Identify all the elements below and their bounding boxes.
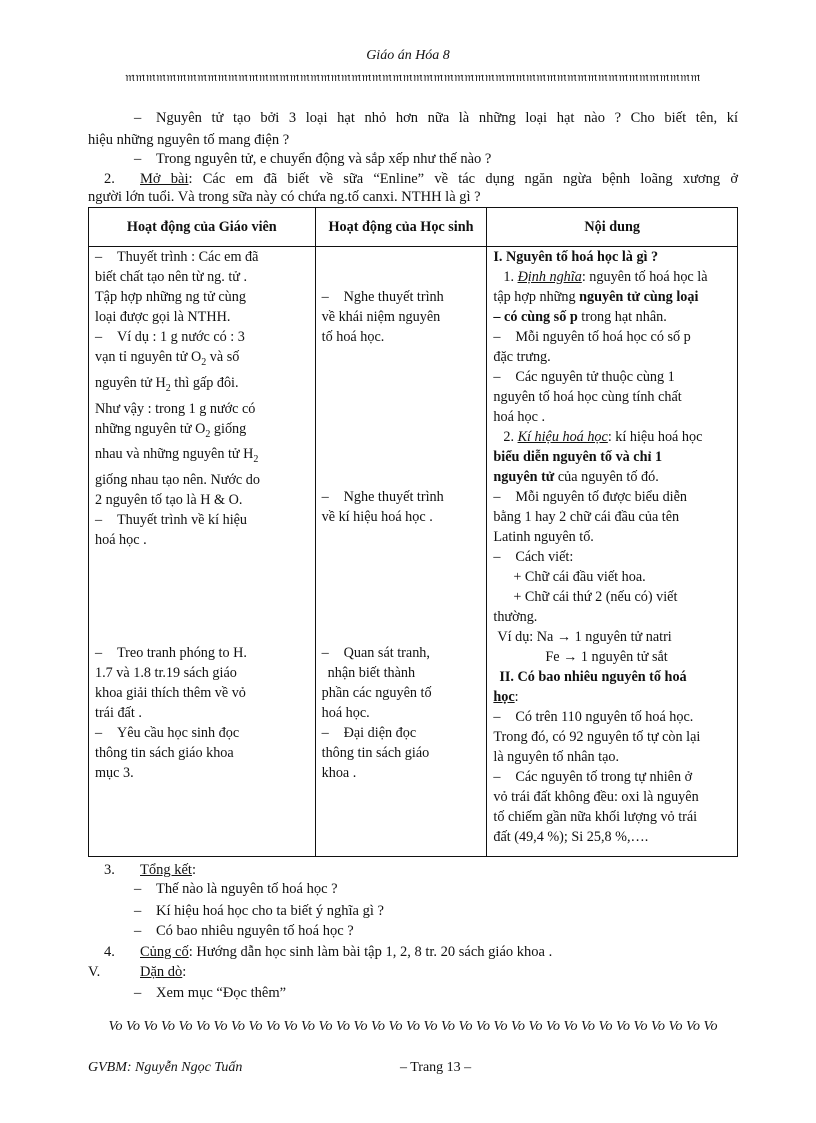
nd-line: đặc trưng. [493,349,551,365]
hs-line: Quan sát tranh, [343,645,430,661]
dash-mark: – [321,645,329,661]
gv-line: trái đất . [95,705,142,721]
nd-bold: biểu diễn nguyên tố và chỉ 1 [493,449,663,465]
teacher-name: GVBM: Nguyễn Ngọc Tuấn [88,1060,243,1075]
nd-colon: : [514,689,519,705]
dash-mark: – [493,709,501,725]
nd-line: Các nguyên tố trong tự nhiên ở [515,769,693,785]
hs-line: Đại diện đọc [343,725,417,741]
hs-line: về khái niệm nguyên [321,309,441,325]
gv-line: nguyên tử H [95,374,166,391]
section-2-heading-cont: học [493,689,515,705]
header-decoration: 𝔪𝔪𝔪𝔪𝔪𝔪𝔪𝔪𝔪𝔪𝔪𝔪𝔪𝔪𝔪𝔪𝔪𝔪𝔪𝔪𝔪𝔪𝔪𝔪𝔪𝔪𝔪𝔪𝔪𝔪𝔪𝔪𝔪𝔪𝔪𝔪𝔪𝔪𝔪𝔪𝔪𝔪𝔪𝔪𝔪𝔪𝔪𝔪𝔪𝔪𝔪𝔪𝔪𝔪𝔪𝔪 [125,69,701,84]
dash-mark: – [493,489,501,505]
header-title: Giáo án Hóa 8 [366,48,450,63]
dash-mark: – [321,489,329,505]
hs-line: Nghe thuyết trình [343,289,444,305]
gv-line: biết chất tạo nên từ ng. tử . [95,269,248,285]
gv-line: Tập hợp những ng tử cùng [95,289,246,305]
homework-line [134,983,286,1003]
intro-q1a: Nguyên tử tạo bởi 3 loại hạt nhỏ hơn nữa là những loại hạt nào ? Cho biết tên, kí [156,110,738,126]
dash-mark: – [134,985,142,1001]
dash-mark: – [134,903,142,919]
intro-question-2 [134,149,491,169]
subscript: 2 [165,382,171,394]
nd-line: bằng 1 hay 2 chữ cái đầu của tên [493,509,680,525]
example-na: Ví dụ: Na → 1 nguyên tử natri [497,629,672,645]
dando-number: V. [88,964,101,980]
review-q2: Kí hiệu hoá học cho ta biết ý nghĩa gì ? [156,903,384,919]
nd-line: : nguyên tố hoá học là [581,269,708,285]
subscript: 2 [253,454,259,466]
gv-line: vạn tỉ nguyên tử O [95,349,202,365]
gv-line: nhau và những nguyên tử H [95,446,254,463]
review-q1: Thế nào là nguyên tố hoá học ? [156,881,338,897]
table-header-row [89,208,738,247]
gv-line: giống nhau tạo nên. Nước do [95,472,260,489]
nd-line: hoá học . [493,409,545,425]
mobai-number: 2. [104,171,115,187]
dash-mark: – [493,769,501,785]
gv-line: thì gấp đôi. [170,374,239,391]
dash-mark: – [134,151,142,167]
gv-line: mục 3. [95,765,134,781]
intro-question-1-cont: hiệu những nguyên tố mang điện ? [88,132,290,148]
gv-line: những nguyên tử O [95,420,206,437]
hs-line: phần các nguyên tố [321,685,432,701]
review-question-2 [134,901,384,921]
nd-line: là nguyên tố nhân tạo. [493,749,620,765]
tongket-line [104,860,196,880]
nd-line: thường. [493,609,538,625]
section-1-heading: I. Nguyên tố hoá học là gì ? [493,249,659,265]
dash-mark: – [95,512,103,529]
intro-q2: Trong nguyên tử, e chuyển động và sắp xếp như thế nào ? [156,151,492,167]
header-content: Nội dung [487,208,738,247]
mobai-line-cont: người lớn tuổi. Và trong sữa này có chứa ng.tố canxi. NTHH là gì ? [88,189,481,205]
dash-mark: – [95,249,103,265]
mobai-text: : Các em đã biết về sữa “Enline” về tác dụng ngăn ngừa bệnh loãng xương ở [188,171,738,187]
nd-bold: nguyên tử [493,469,555,485]
student-block-1 [322,287,481,347]
footer-decoration: Vo Vo Vo Vo Vo Vo Vo Vo Vo Vo Vo Vo Vo Vo Vo Vo Vo Vo Vo Vo Vo Vo Vo Vo Vo Vo Vo Vo Vo Vo Vo Vo Vo Vo Vo [108,1019,718,1034]
header-teacher: Hoạt động của Giáo viên [89,208,316,247]
nd-line: của nguyên tố đó. [554,469,659,485]
section-2-heading: II. Có bao nhiêu nguyên tố hoá [499,669,687,685]
dando-line [88,962,186,982]
def-number: 2. [503,429,515,445]
nd-line: đất (49,4 %); Si 25,8 %,…. [493,829,649,845]
nd-line: vỏ trái đất không đều: oxi là nguyên [493,789,699,805]
dash-mark: – [95,645,103,661]
dash-mark: – [321,725,329,741]
dando-label: Dặn dò [140,964,183,980]
intro-question-1 [134,108,738,128]
nd-line: + Chữ cái thứ 2 (nếu có) viết [513,589,678,605]
review-question-3 [134,921,354,941]
dash-mark: – [493,549,501,565]
gv-line: khoa giải thích thêm về vỏ [95,685,246,701]
gv-line: Như vậy : trong 1 g nước có [95,400,256,417]
cungco-text: : Hướng dẫn học sinh làm bài tập 1, 2, 8 tr. 20 sách giáo khoa . [188,944,553,960]
table-row [89,247,738,857]
cungco-line [104,942,552,962]
content-block [493,247,731,847]
def-number: 1. [503,269,515,285]
gv-line: 2 nguyên tố tạo là H & O. [95,492,243,509]
hs-line: Nghe thuyết trình [343,489,444,505]
nd-line: : kí hiệu hoá học [607,429,703,445]
dash-mark: – [134,923,142,939]
review-q3: Có bao nhiêu nguyên tố hoá học ? [156,923,354,939]
nd-line: Mỗi nguyên tố hoá học có số p [515,329,691,345]
dash-mark: – [321,289,329,305]
teacher-block-1 [95,247,309,550]
gv-line: 1.7 và 1.8 tr.19 sách giáo [95,665,237,681]
nd-line: Có trên 110 nguyên tố hoá học. [515,709,694,725]
gv-line: giống [210,420,247,437]
header-student: Hoạt động của Học sinh [315,208,487,247]
nd-line: Mỗi nguyên tố được biểu diễn [515,489,687,505]
gv-line: Thuyết trình về kí hiệu [117,512,248,529]
gv-line: thông tin sách giáo khoa [95,745,234,761]
mobai-line [104,169,738,189]
definition-label: Định nghĩa [517,269,582,285]
hs-line: nhận biết thành [327,665,416,681]
gv-line: và số [206,349,240,365]
gv-line: Thuyết trình : Các em đã [117,249,259,265]
gv-line: Yêu cầu học sinh đọc [117,725,240,741]
subscript: 2 [205,428,211,440]
nd-line: nguyên tố hoá học cùng tính chất [493,389,682,405]
gv-line: Ví dụ : 1 g nước có : 3 [117,329,245,345]
nd-line: Trong đó, có 92 nguyên tố tự còn lại [493,729,701,745]
tongket-number: 3. [104,862,115,878]
gv-line: Treo tranh phóng to H. [117,645,247,661]
lesson-table [88,207,738,857]
nd-line: Các nguyên tử thuộc cùng 1 [515,369,675,385]
example-fe: Fe → 1 nguyên tử sắt [545,649,668,665]
tongket-label: Tổng kết [140,862,192,878]
mobai-label: Mở bài [140,171,189,187]
hs-line: tố hoá học. [321,329,385,345]
homework-text: Xem mục “Đọc thêm” [156,985,287,1001]
tongket-colon: : [191,862,196,878]
student-cell [315,247,487,857]
dando-colon: : [182,964,187,980]
dash-mark: – [493,329,501,345]
nd-line: trong hạt nhân. [577,309,667,325]
dash-mark: – [134,881,142,897]
cungco-number: 4. [104,944,115,960]
content-cell [487,247,738,857]
nd-line: Latinh nguyên tố. [493,529,594,545]
hs-line: về kí hiệu hoá học . [321,509,433,525]
nd-bold: – có cùng số p [493,309,578,325]
student-block-3 [322,643,481,783]
hs-line: hoá học. [321,705,370,721]
nd-line: tập hợp những [493,289,580,305]
review-question-1 [134,879,338,899]
symbol-label: Kí hiệu hoá học [517,429,608,445]
teacher-block-2 [95,643,309,783]
dash-mark: – [95,725,103,741]
dash-mark: – [95,329,103,345]
dash-mark: – [134,110,142,126]
dash-mark: – [493,369,501,385]
nd-line: tố chiếm gần nữa khối lượng vỏ trái [493,809,698,825]
subscript: 2 [201,356,207,368]
student-block-2 [322,487,481,527]
gv-line: hoá học . [95,532,147,549]
hs-line: khoa . [321,765,357,781]
page-number: – Trang 13 – [400,1060,472,1075]
nd-line: Cách viết: [515,549,574,565]
hs-line: thông tin sách giáo [321,745,430,761]
gv-line: loại được gọi là NTHH. [95,309,231,325]
teacher-cell [89,247,316,857]
nd-bold: nguyên tử cùng loại [579,289,699,305]
cungco-label: Củng cố [140,944,189,960]
nd-line: + Chữ cái đầu viết hoa. [513,569,646,585]
